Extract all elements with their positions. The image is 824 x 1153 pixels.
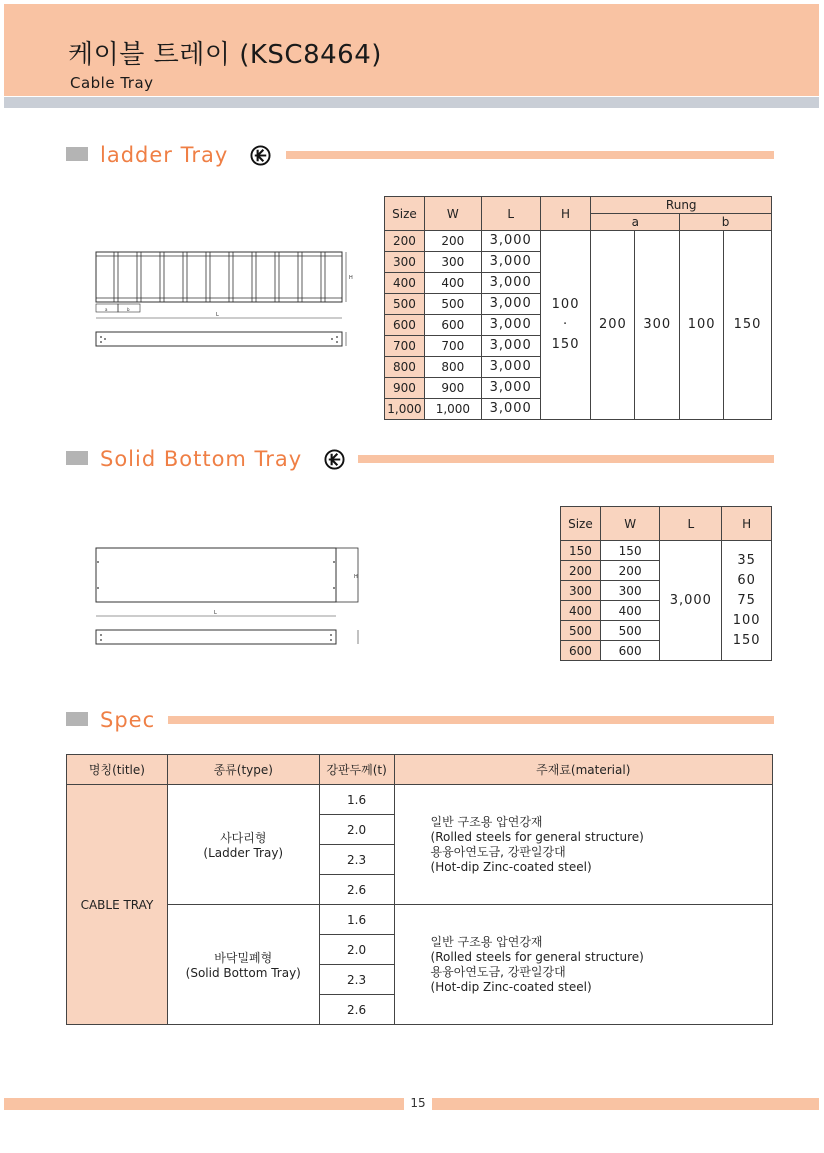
drawing-label-h: H	[354, 574, 358, 580]
cell-w: 900	[424, 378, 481, 399]
cell-size: 400	[385, 273, 425, 294]
cell-size: 600	[385, 315, 425, 336]
cell-w: 300	[600, 581, 660, 601]
table-row	[385, 231, 772, 252]
cell-h-values	[722, 541, 772, 661]
section-spec	[66, 707, 774, 733]
cell-w: 400	[424, 273, 481, 294]
header-a: a	[591, 214, 680, 231]
footer-rule-left	[4, 1098, 404, 1110]
cell-thickness: 2.3	[319, 845, 394, 875]
cell-l: 3,000	[481, 294, 540, 315]
h-value: 75	[737, 592, 756, 608]
cell-thickness: 1.6	[319, 905, 394, 935]
cell-w: 500	[600, 621, 660, 641]
cell-w: 600	[424, 315, 481, 336]
material-line: 일반 구조용 압연강재	[430, 814, 543, 829]
material-line: (Rolled steels for general structure)	[430, 829, 644, 844]
header-l: L	[481, 197, 540, 231]
cell-w: 150	[600, 541, 660, 561]
cell-l: 3,000	[481, 378, 540, 399]
section-ladder-tray	[66, 142, 774, 168]
cell-w: 800	[424, 357, 481, 378]
cell-a2: 300	[635, 231, 680, 420]
header-h: H	[540, 197, 591, 231]
cell-size: 500	[385, 294, 425, 315]
cell-l: 3,000	[660, 541, 722, 661]
table-row	[561, 541, 772, 561]
cell-w: 400	[600, 601, 660, 621]
solid-bottom-tray-drawing	[92, 544, 364, 650]
footer-rule-right	[432, 1098, 819, 1110]
cell-thickness: 1.6	[319, 785, 394, 815]
ladder-tray-drawing	[92, 244, 356, 350]
header-thickness: 강판두께(t)	[319, 755, 394, 785]
cell-size: 500	[561, 621, 601, 641]
section-rule	[286, 151, 774, 159]
cell-h-range	[540, 231, 591, 420]
cell-material-solid	[394, 905, 772, 1025]
drawing-label-l: L	[214, 610, 217, 616]
cell-thickness: 2.3	[319, 965, 394, 995]
cell-size: 1,000	[385, 399, 425, 420]
h-value: 100	[732, 612, 761, 628]
material-line: (Hot-dip Zinc-coated steel)	[430, 859, 592, 874]
section-bullet-icon	[66, 147, 88, 161]
h-bottom: 150	[551, 337, 580, 352]
h-value: 60	[737, 572, 756, 588]
cell-type-ladder	[167, 785, 319, 905]
section-bullet-icon	[66, 451, 88, 465]
material-line: (Rolled steels for general structure)	[430, 949, 644, 964]
section-title-solid: Solid Bottom Tray	[100, 447, 303, 471]
header-l: L	[660, 507, 722, 541]
section-title-ladder: ladder Tray	[100, 143, 229, 167]
section-solid-bottom-tray	[66, 446, 774, 472]
cell-size: 800	[385, 357, 425, 378]
drawing-label-b: b	[127, 307, 130, 312]
cell-material-ladder	[394, 785, 772, 905]
page-number: 15	[410, 1096, 426, 1110]
ladder-tray-table	[384, 196, 772, 420]
page-header	[4, 4, 819, 96]
cell-l: 3,000	[481, 273, 540, 294]
h-value: 150	[732, 632, 761, 648]
h-top: 100	[551, 297, 580, 312]
cell-w: 1,000	[424, 399, 481, 420]
section-bullet-icon	[66, 712, 88, 726]
cell-l: 3,000	[481, 357, 540, 378]
cell-w: 600	[600, 641, 660, 661]
cell-size: 700	[385, 336, 425, 357]
cell-a1: 200	[591, 231, 635, 420]
cell-size: 400	[561, 601, 601, 621]
cell-category: CABLE TRAY	[67, 785, 168, 1025]
cell-w: 200	[600, 561, 660, 581]
spec-table	[66, 754, 773, 1025]
cell-w: 300	[424, 252, 481, 273]
header-size: Size	[561, 507, 601, 541]
type-ladder-ko: 사다리형	[220, 831, 267, 845]
section-title-spec: Spec	[100, 708, 156, 732]
header-rung: Rung	[591, 197, 772, 214]
cell-l: 3,000	[481, 336, 540, 357]
header-b: b	[680, 214, 772, 231]
cell-thickness: 2.0	[319, 815, 394, 845]
cell-size: 200	[385, 231, 425, 252]
cell-l: 3,000	[481, 399, 540, 420]
page-subtitle: Cable Tray	[70, 74, 154, 92]
cell-l: 3,000	[481, 231, 540, 252]
section-rule	[358, 455, 774, 463]
drawing-label-h: H	[349, 275, 353, 281]
cell-w: 700	[424, 336, 481, 357]
header-size: Size	[385, 197, 425, 231]
material-line: 용융아연도금, 강판일강대	[430, 964, 566, 979]
ks-certification-mark-icon	[250, 145, 271, 166]
cell-size: 300	[561, 581, 601, 601]
cell-size: 900	[385, 378, 425, 399]
cell-l: 3,000	[481, 315, 540, 336]
ks-certification-mark-icon	[324, 449, 345, 470]
material-line: 일반 구조용 압연강재	[430, 934, 543, 949]
header-w: W	[600, 507, 660, 541]
cell-thickness: 2.6	[319, 995, 394, 1025]
cell-size: 150	[561, 541, 601, 561]
material-line: 용융아연도금, 강판일강대	[430, 844, 566, 859]
header-material: 주재료(material)	[394, 755, 772, 785]
h-mid: ·	[563, 317, 569, 332]
cell-size: 200	[561, 561, 601, 581]
drawing-label-l: L	[216, 312, 219, 318]
header-w: W	[424, 197, 481, 231]
cell-thickness: 2.0	[319, 935, 394, 965]
cell-w: 500	[424, 294, 481, 315]
cell-b1: 100	[680, 231, 724, 420]
drawing-label-a: a	[105, 307, 108, 312]
page-title: 케이블 트레이 (KSC8464)	[68, 40, 382, 70]
header-type: 종류(type)	[167, 755, 319, 785]
type-solid-ko: 바닥밀폐형	[214, 951, 273, 965]
header-title: 명칭(title)	[67, 755, 168, 785]
section-rule	[168, 716, 774, 724]
cell-size: 300	[385, 252, 425, 273]
material-line: (Hot-dip Zinc-coated steel)	[430, 979, 592, 994]
cell-size: 600	[561, 641, 601, 661]
header-h: H	[722, 507, 772, 541]
cell-b2: 150	[724, 231, 772, 420]
h-value: 35	[737, 552, 756, 568]
solid-bottom-tray-table	[560, 506, 772, 661]
cell-thickness: 2.6	[319, 875, 394, 905]
type-solid-en: (Solid Bottom Tray)	[185, 966, 301, 980]
cell-w: 200	[424, 231, 481, 252]
cell-type-solid	[167, 905, 319, 1025]
type-ladder-en: (Ladder Tray)	[203, 846, 284, 860]
cell-l: 3,000	[481, 252, 540, 273]
header-divider	[4, 97, 819, 108]
